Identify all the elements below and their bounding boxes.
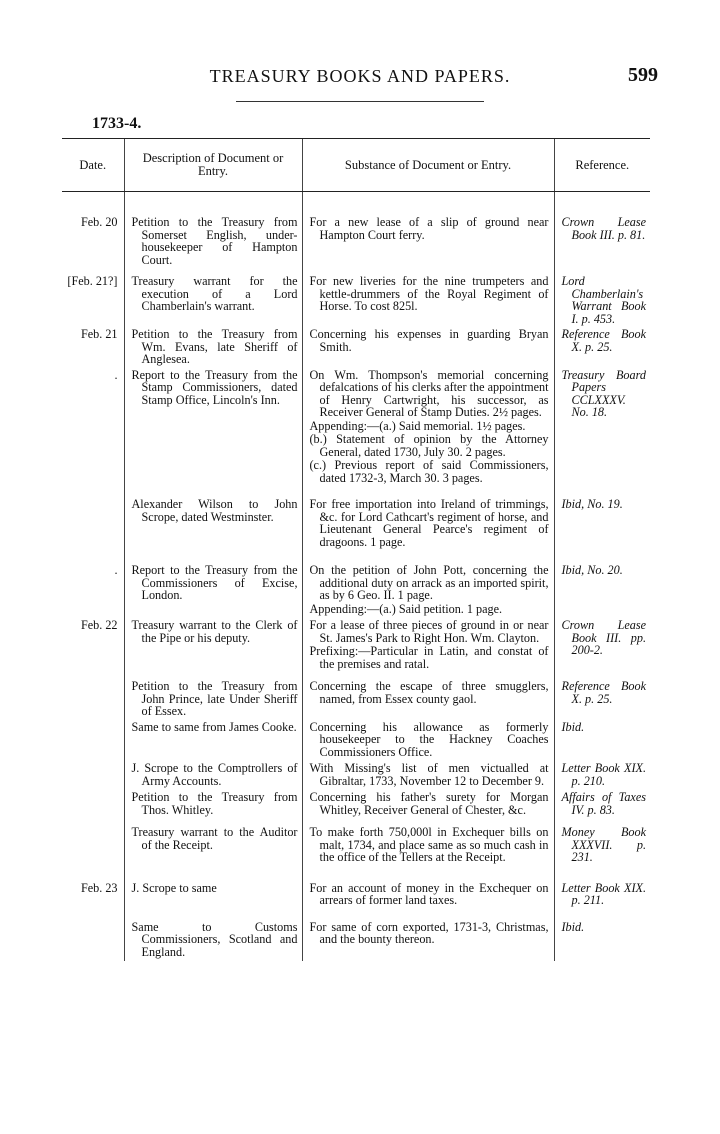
table-row xyxy=(62,552,650,619)
entry-date: Feb. 22 xyxy=(80,618,118,632)
entry-reference-text: Crown Lease Book III. pp. 200-2. xyxy=(561,618,646,657)
table-row xyxy=(62,791,650,820)
entry-date xyxy=(62,674,124,721)
entry-substance xyxy=(302,269,554,328)
entry-reference xyxy=(554,911,650,962)
entry-date: . xyxy=(114,563,118,577)
calendar-table xyxy=(62,138,650,961)
entry-substance xyxy=(302,868,554,911)
entry-description xyxy=(124,269,302,328)
entry-description-text: Treasury warrant to the Auditor of the Receipt. xyxy=(131,825,298,852)
table-row xyxy=(62,269,650,328)
substance-paragraph: For a new lease of a slip of ground near Hampton Court ferry. xyxy=(309,215,549,242)
entry-date: Feb. 23 xyxy=(80,880,118,895)
substance-paragraph: (c.) Previous report of said Commissioners, dated 1732-3, March 30. 3 pages. xyxy=(309,458,549,485)
entry-reference-text: Crown Lease Book III. p. 81. xyxy=(561,215,646,242)
entry-description xyxy=(124,328,302,369)
table-row xyxy=(62,192,650,270)
entry-substance xyxy=(302,911,554,962)
entry-description xyxy=(124,369,302,489)
substance-paragraph: On Wm. Thompson's memorial concerning defalcations of his clerks after the appointment of Henry Cartwright, his successor, as Receiver General of Stamp Duties. 2½ pages. xyxy=(309,367,549,419)
entry-date xyxy=(62,762,124,791)
entry-description-text: Treasury warrant to the Clerk of the Pipe or his deputy. xyxy=(131,618,298,645)
substance-paragraph: For an account of money in the Exchequer on arrears of former land taxes. xyxy=(309,880,549,907)
table-row xyxy=(62,721,650,763)
entry-description-text: Petition to the Treasury from Thos. Whitley. xyxy=(131,790,298,817)
entry-substance xyxy=(302,762,554,791)
calendar-table-wrapper xyxy=(62,138,650,961)
table-body xyxy=(62,192,650,962)
entry-reference xyxy=(554,619,650,674)
table-header-row xyxy=(62,139,650,192)
entry-reference-text: Letter Book XIX. p. 210. xyxy=(561,761,646,788)
entry-reference xyxy=(554,269,650,328)
entry-reference-text: Ibid. xyxy=(561,719,585,734)
entry-description-text: Petition to the Treasury from John Prince, late Under Sheriff of Essex. xyxy=(131,679,298,718)
substance-paragraph: On the petition of John Pott, concerning the additional duty on arrack as an imported spirit, as by 6 Geo. II. 1 page. xyxy=(309,563,549,602)
entry-description-text: J. Scrope to same xyxy=(131,880,217,895)
substance-paragraph: To make forth 750,000l in Exchequer bills on malt, 1734, and place same as so much cash in the office of the Tellers at the Receipt. xyxy=(309,825,549,864)
entry-substance xyxy=(302,369,554,489)
substance-paragraph: Concerning his father's surety for Morgan Whitley, Receiver General of Chester, &c. xyxy=(309,790,549,817)
year-heading: 1733-4. xyxy=(92,115,142,132)
entry-substance xyxy=(302,552,554,619)
entry-description xyxy=(124,721,302,763)
entry-reference-text: Ibid. xyxy=(561,919,585,934)
entry-description xyxy=(124,488,302,552)
table-row xyxy=(62,328,650,369)
entry-reference xyxy=(554,721,650,763)
entry-description xyxy=(124,911,302,962)
entry-reference-text: Reference Book X. p. 25. xyxy=(561,679,646,706)
entry-reference xyxy=(554,868,650,911)
table-row xyxy=(62,868,650,911)
substance-paragraph: Concerning his expenses in guarding Bryan Smith. xyxy=(309,327,549,354)
entry-reference xyxy=(554,820,650,868)
entry-reference-text: Lord Chamberlain's Warrant Book I. p. 453. xyxy=(561,274,646,326)
entry-date xyxy=(62,488,124,552)
substance-paragraph: For free importation into Ireland of trimmings, &c. for Lord Cathcart's regiment of horse, and Lieutenant General Pearce's regiment of dragoons. 1 page. xyxy=(309,497,549,549)
substance-paragraph: Appending:—(a.) Said petition. 1 page. xyxy=(309,601,503,616)
column-header-description: Description of Document or Entry. xyxy=(124,139,302,192)
entry-description xyxy=(124,820,302,868)
page-number: 599 xyxy=(628,64,658,86)
entry-substance xyxy=(302,619,554,674)
entry-substance xyxy=(302,791,554,820)
table-row xyxy=(62,488,650,552)
column-header-date: Date. xyxy=(62,139,124,192)
table-row xyxy=(62,911,650,962)
entry-description xyxy=(124,791,302,820)
entry-description-text: Report to the Treasury from the Commissioners of Excise, London. xyxy=(131,563,298,602)
column-header-reference: Reference. xyxy=(554,139,650,192)
entry-reference xyxy=(554,488,650,552)
entry-reference-text: Affairs of Taxes IV. p. 83. xyxy=(561,790,646,817)
entry-description xyxy=(124,619,302,674)
entry-date xyxy=(62,721,124,763)
entry-description-text: Same to same from James Cooke. xyxy=(131,719,297,734)
entry-substance xyxy=(302,721,554,763)
table-row xyxy=(62,820,650,868)
substance-paragraph: With Missing's list of men victualled at Gibraltar, 1733, November 12 to December 9. xyxy=(309,761,549,788)
substance-paragraph: Concerning the escape of three smugglers, named, from Essex county gaol. xyxy=(309,679,549,706)
substance-paragraph: For same of corn exported, 1731-3, Christmas, and the bounty thereon. xyxy=(309,919,549,946)
substance-paragraph: Prefixing:—Particular in Latin, and constat of the premises and ratal. xyxy=(309,644,549,671)
entry-date xyxy=(62,791,124,820)
entry-reference xyxy=(554,674,650,721)
entry-description xyxy=(124,552,302,619)
entry-date xyxy=(62,820,124,868)
entry-date: Feb. 21 xyxy=(80,327,118,341)
entry-description-text: Treasury warrant for the execution of a Lord Chamberlain's warrant. xyxy=(131,274,298,313)
entry-reference xyxy=(554,552,650,619)
entry-date: [Feb. 21?] xyxy=(67,274,118,288)
entry-date: . xyxy=(114,367,118,382)
table-row xyxy=(62,762,650,791)
table-row xyxy=(62,619,650,674)
entry-description xyxy=(124,192,302,270)
entry-reference xyxy=(554,762,650,791)
entry-description-text: J. Scrope to the Comptrollers of Army Accounts. xyxy=(131,761,298,788)
entry-reference-text: Ibid, No. 20. xyxy=(561,563,623,577)
entry-description xyxy=(124,868,302,911)
entry-reference-text: Reference Book X. p. 25. xyxy=(561,327,646,354)
table-row xyxy=(62,369,650,489)
entry-description-text: Alexander Wilson to John Scrope, dated Westminster. xyxy=(131,497,298,524)
entry-reference-text: Letter Book XIX. p. 211. xyxy=(561,880,646,907)
entry-reference xyxy=(554,369,650,489)
entry-description-text: Same to Customs Commissioners, Scotland and England. xyxy=(131,919,298,959)
table-row xyxy=(62,674,650,721)
entry-description xyxy=(124,674,302,721)
substance-paragraph: (b.) Statement of opinion by the Attorney General, dated 1730, July 30. 2 pages. xyxy=(309,432,549,459)
substance-paragraph: For new liveries for the nine trumpeters and kettle-drummers of the Royal Regiment of Horse. To cost 825l. xyxy=(309,274,549,313)
entry-reference-text: Ibid, No. 19. xyxy=(561,497,623,511)
entry-reference-text: Money Book XXXVII. p. 231. xyxy=(561,825,646,864)
entry-substance xyxy=(302,328,554,369)
substance-paragraph: For a lease of three pieces of ground in or near St. James's Park to Right Hon. Wm. Clayton. xyxy=(309,618,549,645)
entry-reference-text: Treasury Board Papers CCLXXXV. No. 18. xyxy=(561,367,646,419)
entry-reference xyxy=(554,328,650,369)
entry-substance xyxy=(302,192,554,270)
entry-description-text: Report to the Treasury from the Stamp Commissioners, dated Stamp Office, Lincoln's Inn. xyxy=(131,367,298,407)
entry-description-text: Petition to the Treasury from Somerset English, under-housekeeper of Hampton Court. xyxy=(131,215,298,267)
entry-description xyxy=(124,762,302,791)
running-head xyxy=(0,66,720,90)
entry-substance xyxy=(302,820,554,868)
substance-paragraph: Appending:—(a.) Said memorial. 1½ pages. xyxy=(309,418,526,433)
substance-paragraph: Concerning his allowance as formerly housekeeper to the Hackney Coaches Commissioners Office. xyxy=(309,719,549,759)
entry-date xyxy=(62,911,124,962)
entry-date: Feb. 20 xyxy=(80,215,118,229)
entry-reference xyxy=(554,192,650,270)
entry-description-text: Petition to the Treasury from Wm. Evans, late Sheriff of Anglesea. xyxy=(131,327,298,366)
running-title: TREASURY BOOKS AND PAPERS. xyxy=(209,66,511,86)
entry-reference xyxy=(554,791,650,820)
header-rule xyxy=(236,101,484,102)
entry-substance xyxy=(302,488,554,552)
column-header-substance: Substance of Document or Entry. xyxy=(302,139,554,192)
entry-substance xyxy=(302,674,554,721)
